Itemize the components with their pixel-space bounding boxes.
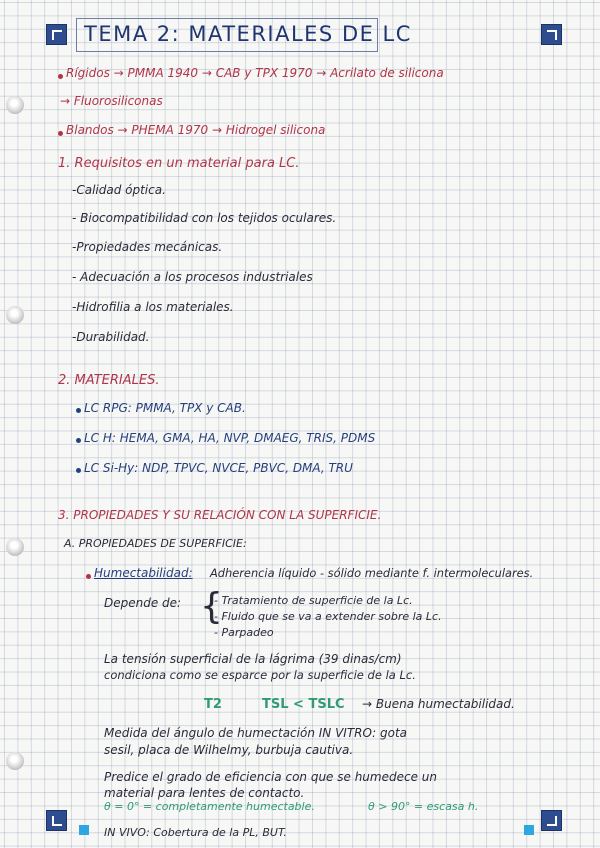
requisito-item: -Calidad óptica. — [72, 183, 166, 197]
corner-marker-bottom-left — [46, 810, 67, 831]
section-2-heading: 2. MATERIALES. — [58, 373, 160, 388]
intro-blandos: Blandos → PHEMA 1970 → Hidrogel silicona — [66, 123, 326, 137]
intro-fluorosiliconas: → Fluorosiliconas — [60, 94, 163, 108]
angle-zero-note: θ = 0° = completamente humectable. — [104, 800, 315, 813]
medida-line-1: Medida del ángulo de humectación IN VITRO: gota — [104, 726, 408, 740]
bullet-dot — [76, 438, 81, 443]
predice-line-2: material para lentes de contacto. — [104, 786, 305, 800]
blue-tab-bottom-right — [524, 825, 534, 835]
depende-item: - Tratamiento de superficie de la Lc. — [214, 594, 413, 607]
blue-tab-bottom-left — [79, 825, 89, 835]
requisito-item: - Biocompatibilidad con los tejidos oculares. — [72, 211, 337, 225]
bullet-dot — [76, 408, 81, 413]
binder-hole-1 — [6, 96, 24, 114]
section-3-heading: 3. PROPIEDADES Y SU RELACIÓN CON LA SUPERFICIE. — [58, 508, 382, 522]
requisito-item: -Hidrofilia a los materiales. — [72, 300, 234, 314]
requisito-item: -Durabilidad. — [72, 330, 150, 344]
depende-item: - Fluido que se va a extender sobre la Lc. — [214, 610, 442, 623]
corner-marker-top-left — [46, 24, 67, 45]
binder-hole-4 — [6, 752, 24, 770]
humectabilidad-label: Humectabilidad: — [94, 566, 193, 580]
bullet-dot — [76, 468, 81, 473]
predice-line-1: Predice el grado de eficiencia con que se humedece un — [104, 770, 437, 784]
depende-label: Depende de: — [104, 596, 182, 610]
brace-symbol: { — [200, 586, 223, 627]
corner-marker-bottom-right — [541, 810, 562, 831]
tension-line-2: condiciona como se esparce por la superficie de la Lc. — [104, 668, 416, 682]
intro-rigidos: Rígidos → PMMA 1940 → CAB y TPX 1970 → Acrilato de silicona — [66, 66, 444, 80]
bullet-dot — [58, 131, 63, 136]
depende-item: - Parpadeo — [214, 626, 274, 639]
humectabilidad-text: Adherencia líquido - sólido mediante f. intermoleculares. — [210, 566, 534, 580]
medida-line-2: sesil, placa de Wilhelmy, burbuja cautiva. — [104, 743, 354, 757]
angle-ninety-note: θ > 90° = escasa h. — [368, 800, 479, 813]
tr-label: T2 — [204, 697, 222, 712]
in-vivo-note: IN VIVO: Cobertura de la PL, BUT. — [104, 826, 287, 839]
binder-hole-2 — [6, 306, 24, 324]
bullet-dot — [86, 574, 91, 579]
material-item: LC H: HEMA, GMA, HA, NVP, DMAEG, TRIS, PDMS — [84, 431, 376, 445]
page-title: TEMA 2: MATERIALES DE LC — [84, 22, 412, 46]
requisito-item: -Propiedades mecánicas. — [72, 240, 223, 254]
material-item: LC RPG: PMMA, TPX y CAB. — [84, 401, 246, 415]
tsl-result: → Buena humectabilidad. — [362, 697, 515, 711]
material-item: LC Si-Hy: NDP, TPVC, NVCE, PBVC, DMA, TRU — [84, 461, 353, 475]
subsection-a-heading: A. PROPIEDADES DE SUPERFICIE: — [64, 537, 247, 550]
binder-hole-3 — [6, 538, 24, 556]
tsl-inequality: TSL < TSLC — [262, 697, 345, 712]
corner-marker-top-right — [541, 24, 562, 45]
section-1-heading: 1. Requisitos en un material para LC. — [58, 156, 300, 171]
tension-line-1: La tensión superficial de la lágrima (39 dinas/cm) — [104, 652, 402, 666]
requisito-item: - Adecuación a los procesos industriales — [72, 270, 313, 284]
bullet-dot — [58, 74, 63, 79]
